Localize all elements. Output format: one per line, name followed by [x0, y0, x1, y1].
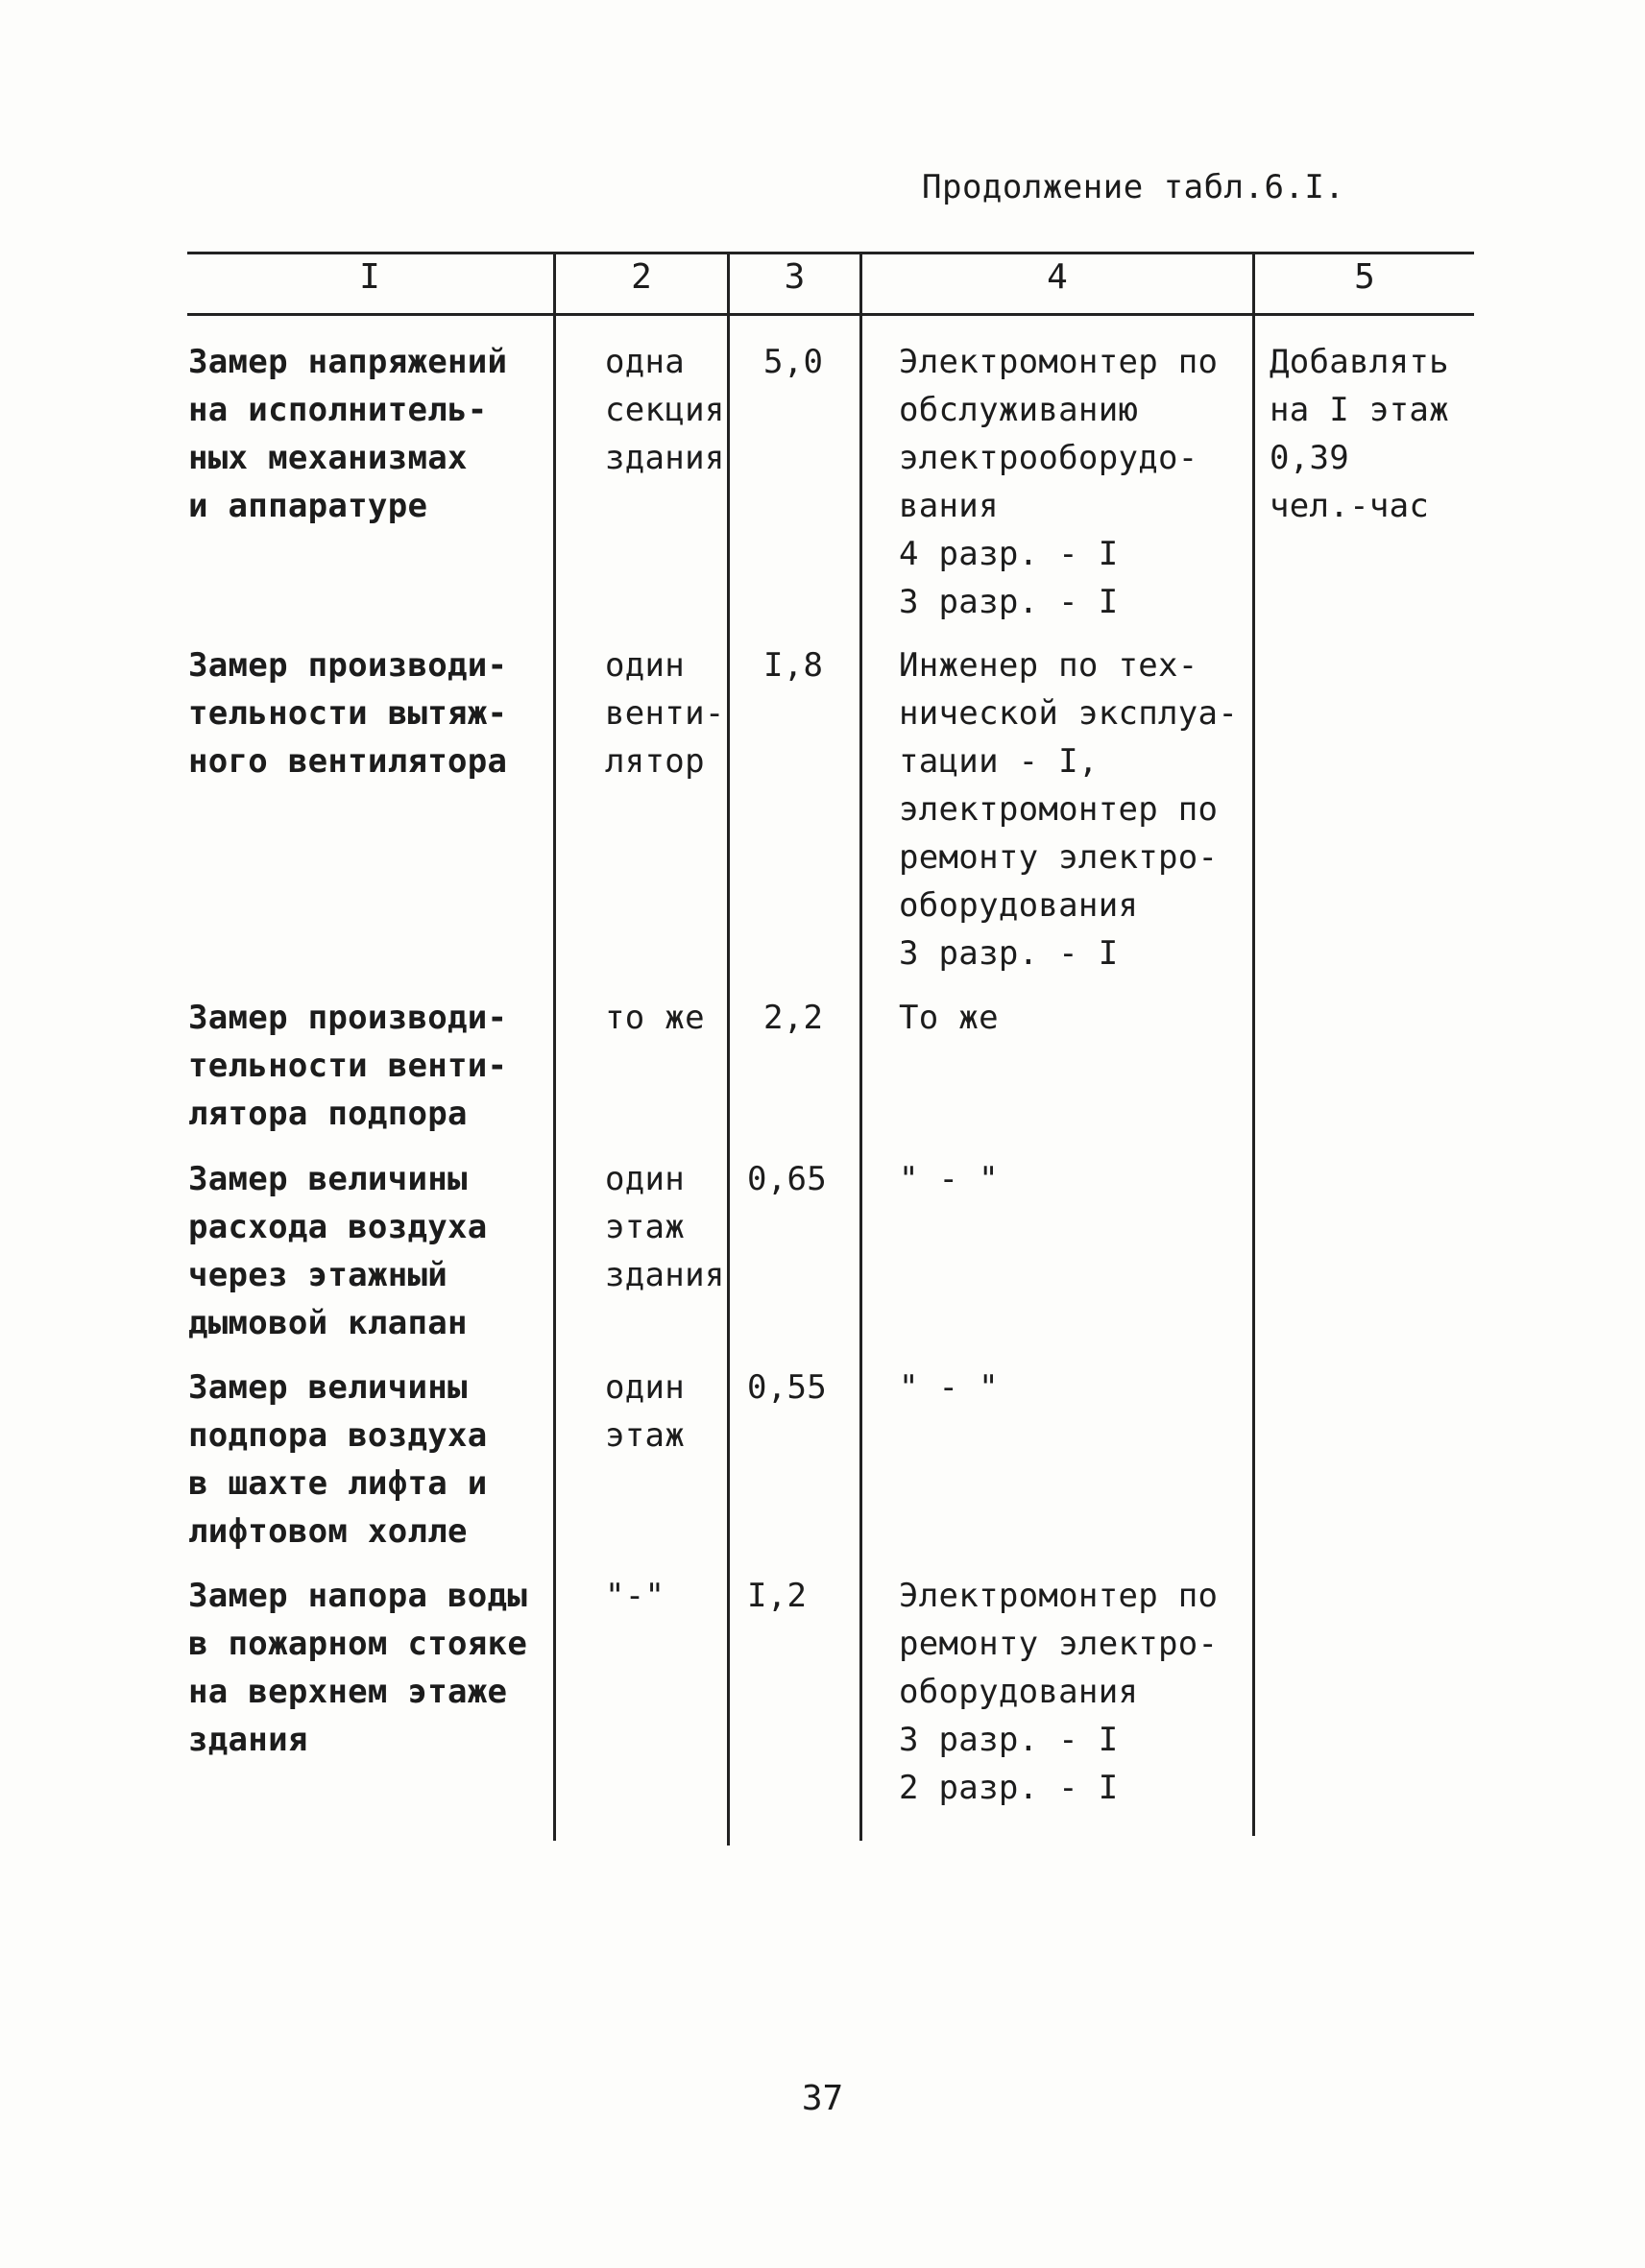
time-norm: I,2 — [747, 1577, 808, 1615]
page-number: 37 — [801, 2079, 844, 2118]
table-caption: Продолжение табл.6.I. — [922, 168, 1345, 206]
header-col-4: 4 — [1047, 257, 1068, 297]
work-description: Замер величины расхода воздуха через этажный дымовой клапан — [188, 1160, 488, 1342]
measure-unit: "-" — [605, 1577, 665, 1615]
performers: " - " — [899, 1160, 999, 1198]
table-top-rule — [187, 252, 1474, 254]
note: Добавлять на I этаж 0,39 чел.-час — [1270, 343, 1449, 525]
measure-unit: то же — [605, 999, 705, 1037]
header-col-3: 3 — [784, 257, 806, 297]
column-divider-3 — [859, 252, 862, 1841]
time-norm: 0,65 — [747, 1160, 828, 1198]
table-header-rule — [187, 313, 1474, 316]
header-col-5: 5 — [1354, 257, 1375, 297]
time-norm: 0,55 — [747, 1368, 828, 1407]
time-norm: I,8 — [763, 646, 824, 685]
work-description: Замер напора воды в пожарном стояке на верхнем этаже здания — [188, 1577, 528, 1759]
performers: Инженер по тех- нической эксплуа- тации - I, электромонтер по ремонту электро- оборудования 3 разр. - I — [899, 646, 1239, 973]
performers: То же — [899, 999, 999, 1037]
measure-unit: один венти- лятор — [605, 646, 725, 781]
performers: Электромонтер по ремонту электро- оборудования 3 разр. - I 2 разр. - I — [899, 1577, 1219, 1807]
performers: Электромонтер по обслуживанию электрооборудо- вания 4 разр. - I 3 разр. - I — [899, 343, 1219, 621]
performers: " - " — [899, 1368, 999, 1407]
measure-unit: одна секция здания — [605, 343, 725, 477]
work-description: Замер производи- тельности венти- лятора подпора — [188, 999, 508, 1133]
work-description: Замер величины подпора воздуха в шахте лифта и лифтовом холле — [188, 1368, 488, 1551]
header-col-1: I — [359, 257, 380, 297]
measure-unit: один этаж здания — [605, 1160, 725, 1294]
header-col-2: 2 — [631, 257, 652, 297]
column-divider-1 — [553, 252, 556, 1841]
work-description: Замер производи- тельности вытяж- ного вентилятора — [188, 646, 508, 781]
column-divider-4 — [1252, 252, 1255, 1836]
column-divider-2 — [727, 252, 730, 1846]
measure-unit: один этаж — [605, 1368, 686, 1455]
time-norm: 2,2 — [763, 999, 824, 1037]
work-description: Замер напряжений на исполнитель- ных механизмах и аппаратуре — [188, 343, 508, 525]
time-norm: 5,0 — [763, 343, 824, 381]
